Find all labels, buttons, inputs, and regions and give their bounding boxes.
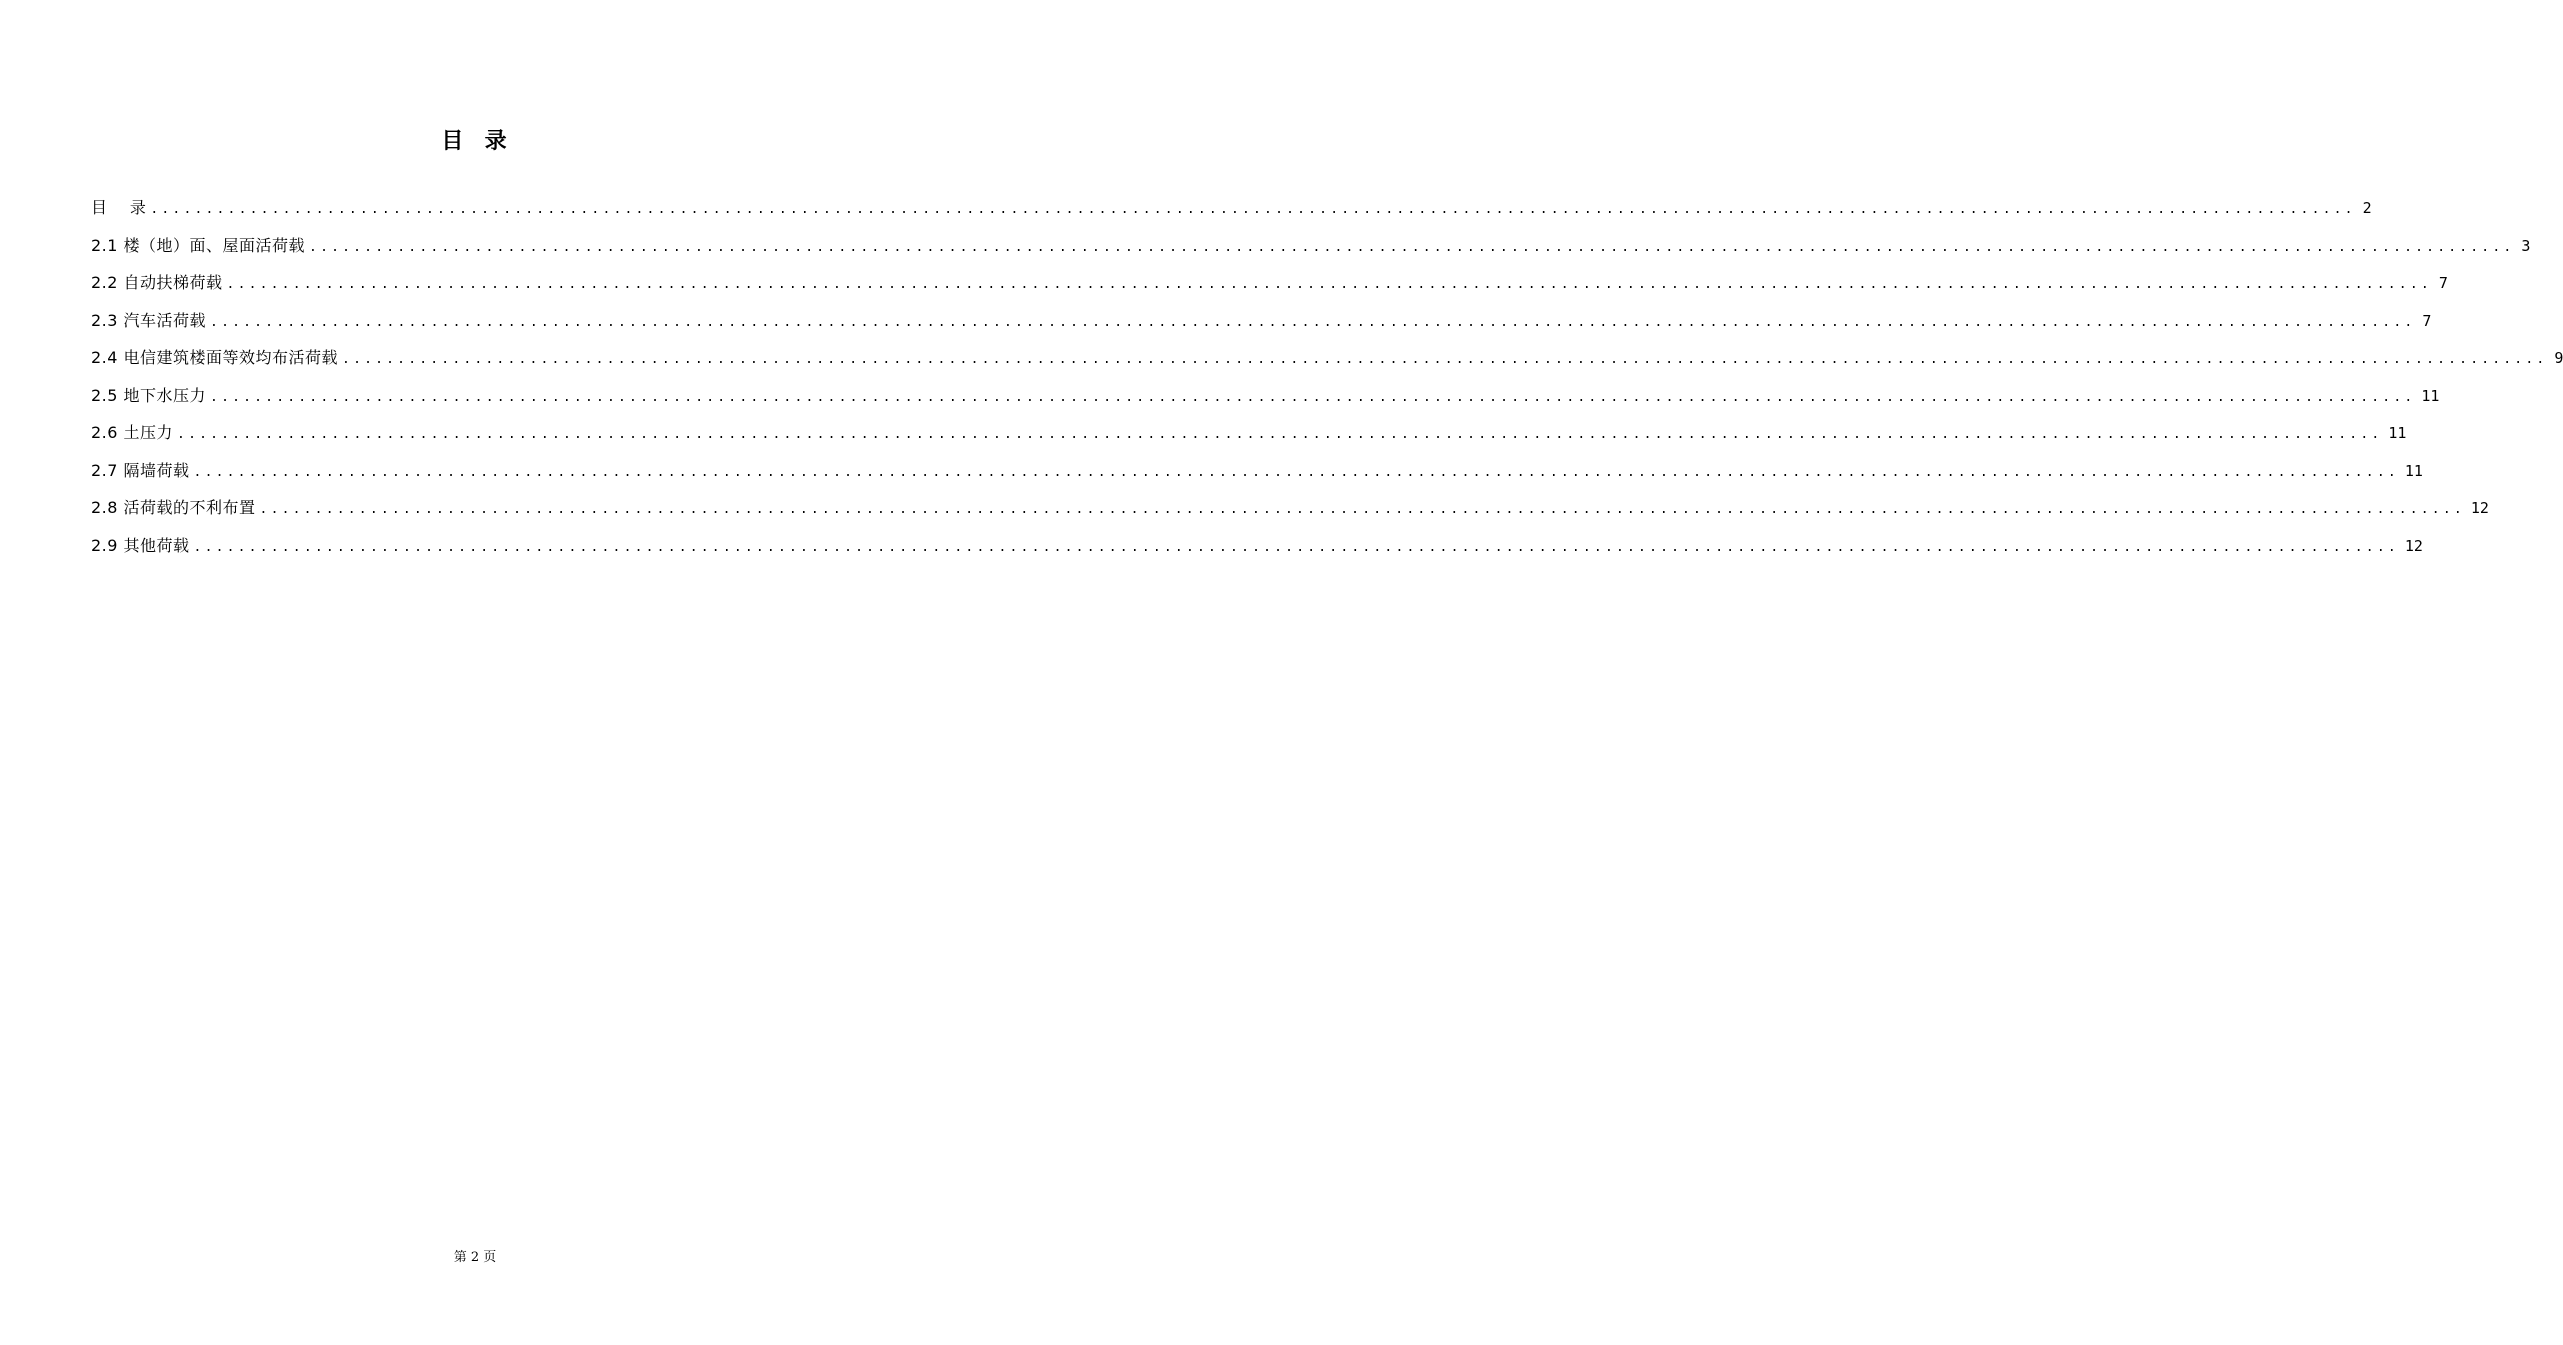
toc-entry-contents[interactable] <box>91 196 2372 234</box>
toc-entry-2-2[interactable] <box>91 271 2448 309</box>
page-title: 目 录 <box>441 129 509 154</box>
table-of-contents <box>91 196 2563 571</box>
toc-entry-2-8[interactable] <box>91 496 2489 534</box>
dot-leader: ........................................................................................................................................................................................................ <box>150 202 2356 217</box>
dot-leader: ........................................................................................................................................................................................................ <box>259 502 2465 517</box>
toc-entry-page: 12 <box>2470 499 2489 517</box>
toc-entry-page: 3 <box>2521 236 2531 255</box>
toc-entry-label: 2.1 楼（地）面、屋面活荷载 <box>91 235 306 255</box>
dot-leader: ........................................................................................................................................................................................................ <box>226 277 2432 292</box>
dot-leader: ........................................................................................................................................................................................................ <box>342 352 2548 367</box>
dot-leader: ........................................................................................................................................................................................................ <box>210 389 2416 405</box>
dot-leader: ........................................................................................................................................................................................................ <box>193 464 2399 480</box>
toc-entry-2-3[interactable] <box>91 309 2432 347</box>
toc-entry-label: 2.4 电信建筑楼面等效均布活荷载 <box>91 348 339 367</box>
toc-entry-2-7[interactable] <box>91 459 2423 497</box>
toc-entry-2-6[interactable] <box>91 421 2407 459</box>
toc-entry-label: 2.7 隔墙荷载 <box>91 460 190 480</box>
toc-entry-page: 11 <box>2421 386 2440 405</box>
toc-entry-page: 7 <box>2422 311 2432 330</box>
toc-entry-2-1[interactable] <box>91 234 2531 272</box>
toc-entry-label: 2.8 活荷载的不利布置 <box>91 498 256 517</box>
toc-entry-label: 2.5 地下水压力 <box>91 385 207 405</box>
toc-entry-page: 7 <box>2438 274 2448 292</box>
toc-entry-page: 2 <box>2362 199 2372 217</box>
toc-entry-page: 9 <box>2554 349 2563 367</box>
toc-entry-label: 2.9 其他荷载 <box>91 535 190 555</box>
toc-entry-label: 2.2 自动扶梯荷载 <box>91 273 223 292</box>
dot-leader: ........................................................................................................................................................................................................ <box>177 427 2383 442</box>
dot-leader: ........................................................................................................................................................................................................ <box>193 539 2399 555</box>
toc-entry-label: 2.6 土压力 <box>91 423 174 442</box>
toc-entry-label: 2.3 汽车活荷载 <box>91 310 207 330</box>
dot-leader: ........................................................................................................................................................................................................ <box>210 314 2416 330</box>
dot-leader: ........................................................................................................................................................................................................ <box>309 239 2515 255</box>
toc-entry-page: 11 <box>2388 424 2407 442</box>
toc-entry-2-5[interactable] <box>91 384 2440 422</box>
toc-entry-label: 目 录 <box>91 198 147 217</box>
toc-entry-2-4[interactable] <box>91 346 2563 384</box>
toc-entry-2-9[interactable] <box>91 534 2423 572</box>
toc-entry-page: 12 <box>2404 536 2423 555</box>
toc-entry-page: 11 <box>2404 461 2423 480</box>
page-number-footer: 第 2 页 <box>453 1250 497 1265</box>
